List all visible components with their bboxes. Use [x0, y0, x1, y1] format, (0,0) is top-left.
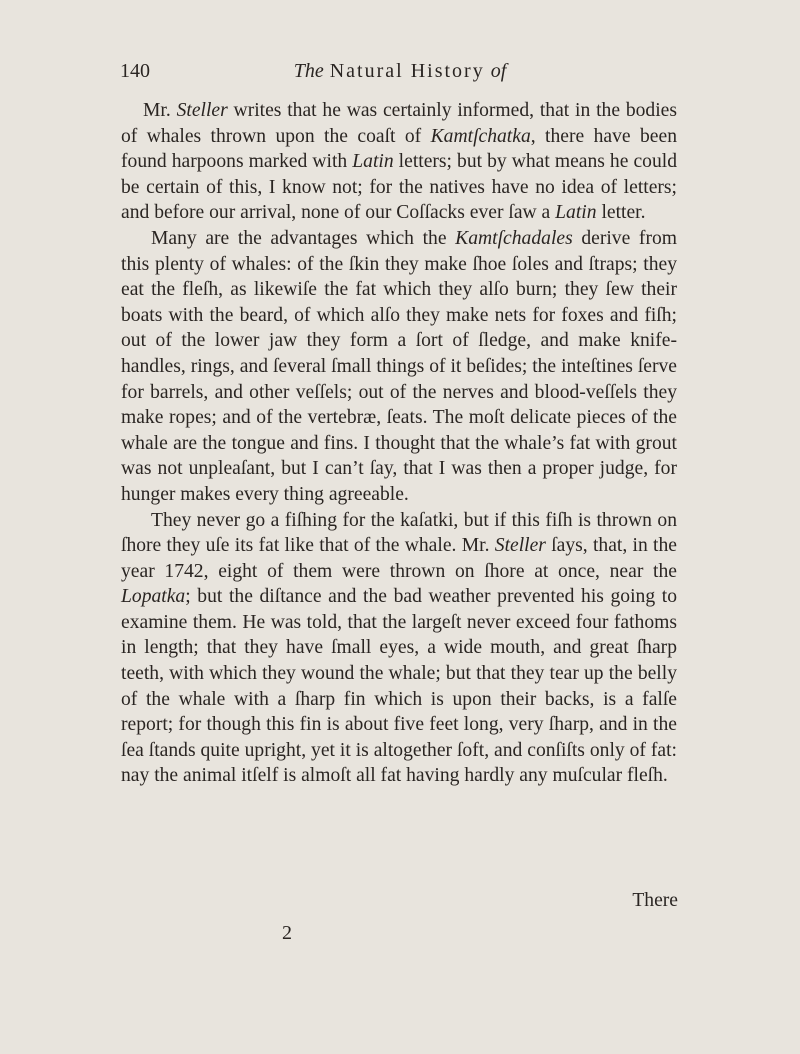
running-title	[120, 60, 680, 83]
body-text	[121, 98, 677, 789]
paragraph	[121, 98, 677, 226]
paragraph	[121, 226, 677, 508]
italic-text: Lopatka	[121, 586, 186, 608]
italic-text: Kamtſchadales	[455, 227, 573, 249]
text-run: derive from this plenty of whales: of the ſkin they make ſhoe ſoles and ſtraps; they eat the fleſh, as likewiſe the fat which they alſo burn; they ſew their boats with the beard, of which alſo they make nets for foxes and fiſh; out of the lower jaw they form a ſort of ſledge, and make knife-handles, rings, and ſeveral ſmall things of it beſides; the inteſtines ſerve for barrels, and other veſſels; out of the nerves and blood-veſſels they make ropes; and of the vertebræ, ſeats. The moſt delicate pieces of the whale are the tongue and fins. I thought that the whale’s fat with grout was not unpleaſant, but I can’t ſay, that I was then a proper judge, for hunger makes every thing agreeable.	[121, 227, 677, 505]
text-run: They never go a fiſhing for the kaſatki, but if this fiſh is thrown on ſhore they uſe its fat like that of the whale. Mr.	[121, 509, 677, 557]
text-run: letters; but by what means he could be certain of this, I know not; for the natives have no idea of letters; and before our arrival, none of our Coſſacks ever ſaw a	[121, 151, 677, 224]
italic-text: Latin	[555, 202, 597, 224]
signature-mark: 2	[282, 922, 292, 944]
page-footer	[120, 888, 680, 968]
text-run: letter.	[596, 202, 646, 224]
paragraph	[121, 508, 677, 790]
title-main: Natural History	[329, 60, 485, 82]
text-run: ſays, that, in the year 1742, eight of them were thrown on ſhore at once, near the	[121, 535, 677, 582]
text-run: Many are the advantages which the	[151, 227, 456, 249]
title-of: of	[490, 60, 507, 82]
text-run: writes that he was certainly informed, that in the bodies of whales thrown upon the coaſt of	[121, 100, 677, 147]
title-the: The	[293, 60, 324, 82]
italic-text: Latin	[352, 151, 394, 173]
catchword: There	[632, 890, 678, 911]
italic-text: Steller	[176, 100, 228, 121]
text-run: ; but the diſtance and the bad weather prevented his going to examine them. He was told, that the largeſt never exceed four fathoms in length; that they have ſmall eyes, a wide mouth, and great ſharp teeth, with which they wound the whale; but that they tear up the belly of the whale with a ſharp fin which is upon their backs, is a falſe report; for though this fin is about five feet long, very ſharp, and in the ſea ſtands quite upright, yet it is altogether ſoft, and conſiſts only of fat: nay the animal itſelf is almoſt all fat having hardly any muſcular fleſh.	[121, 586, 677, 787]
text-run: Mr.	[143, 100, 177, 121]
page-number: 140	[120, 60, 150, 82]
running-header	[120, 60, 680, 94]
italic-text: Steller	[494, 535, 546, 557]
italic-text: Kamtſchatka	[430, 125, 531, 147]
text-run: , there have been found harpoons marked with	[121, 125, 677, 173]
